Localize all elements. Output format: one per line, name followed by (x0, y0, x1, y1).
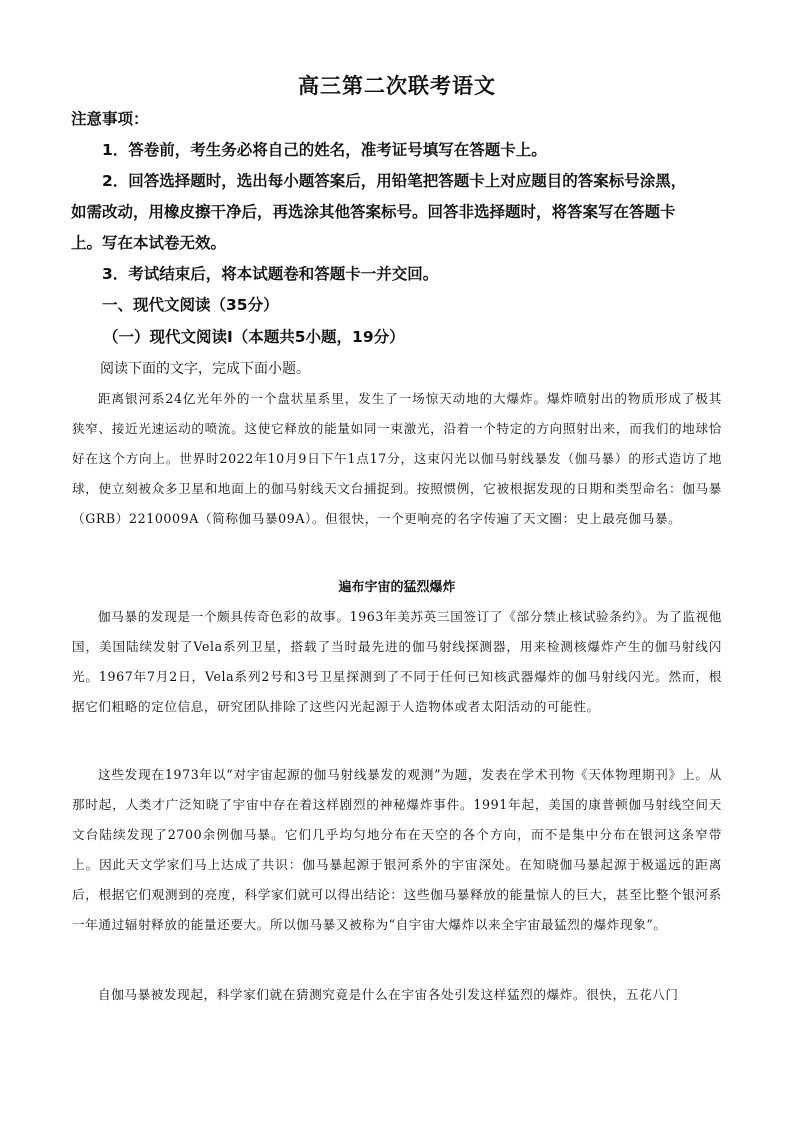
passage-subtitle: 遍布宇宙的猛烈爆炸 (338, 580, 456, 595)
reading-instruction: 阅读下面的文字，完成下面小题。 (100, 361, 310, 377)
notice-item-1: 1．答卷前，考生务必将自己的姓名，准考证号填写在答题卡上。 (102, 141, 547, 159)
passage-paragraph-3: 这些发现在1973年以“对宇宙起源的伽马射线暴发的观测”为题，发表在学术刊物《天体物理期刊》上。从那时起，人类才广泛知晓了宇宙中存在着这样剧烈的神秘爆炸事件。1991年起，美国的康普顿伽马射线空间天文台陆续发现了2700余例伽马暴。它们几乎均匀地分布在天空的各个方向，而不是集中分布在银河这条窄带上。因此天文学家们马上达成了共识：伽马暴起源于银河系外的宇宙深处。在知晓伽马暴起源于极遥远的距离后，根据它们观测到的亮度，科学家们就可以得出结论：这些伽马暴释放的能量惊人的巨大，甚至比整个银河系一年通过辐射释放的能量还要大。所以伽马暴又被称为“自宇宙大爆炸以来全宇宙最猛烈的爆炸现象”。 (72, 767, 722, 932)
subsection-heading-reading-1: （一）现代文阅读Ⅰ（本题共5小题，19分） (103, 328, 405, 346)
notice-heading: 注意事项： (71, 110, 149, 128)
exam-title: 高三第二次联考语文 (298, 74, 496, 98)
passage-paragraph-4: 自伽马暴被发现起，科学家们就在猜测究竟是什么在宇宙各处引发这样猛烈的爆炸。很快，五花八门 (98, 987, 679, 1002)
passage-paragraph-1: 距离银河系24亿光年外的一个盘状星系里，发生了一场惊天动地的大爆炸。爆炸喷射出的物质形成了极其狭窄、接近光速运动的喷流。这使它释放的能量如同一束激光，沿着一个特定的方向照射出来，而我们的地球恰好在这个方向上。世界时2022年10月9日下午1点17分，这束闪光以伽马射线暴发（伽马暴）的形式造访了地球，使立刻被众多卫星和地面上的伽马射线天文台捕捉到。按照惯例，它被根据发现的日期和类型命名：伽马暴（GRB）2210009A（简称伽马暴09A）。但很快，一个更响亮的名字传遍了天文圈：史上最亮伽马暴。 (72, 391, 722, 526)
notice-item-2-cont-2: 上。写在本试卷无效。 (71, 234, 227, 252)
passage-paragraph-2: 伽马暴的发现是一个颇具传奇色彩的故事。1963年美苏英三国签订了《部分禁止核试验条约》。为了监视他国，美国陆续发射了Vela系列卫星，搭载了当时最先进的伽马射线探测器，用来检测核爆炸产生的伽马射线闪光。1967年7月2日，Vela系列2号和3号卫星探测到了不同于任何已知核武器爆炸的伽马射线闪光。然而，根据它们粗略的定位信息，研究团队排除了这些闪光起源于人造物体或者太阳活动的可能性。 (72, 609, 722, 714)
notice-block (71, 104, 731, 290)
notice-item-3: 3．考试结束后，将本试题卷和答题卡一并交回。 (102, 265, 439, 283)
notice-item-2: 2．回答选择题时，选出每小题答案后，用铅笔把答题卡上对应题目的答案标号涂黑， (102, 172, 687, 190)
section-heading-modern-reading: 一、现代文阅读（35分） (102, 296, 279, 314)
notice-item-2-cont-1: 如需改动，用橡皮擦干净后，再选涂其他答案标号。回答非选择题时，将答案写在答题卡 (71, 203, 676, 221)
